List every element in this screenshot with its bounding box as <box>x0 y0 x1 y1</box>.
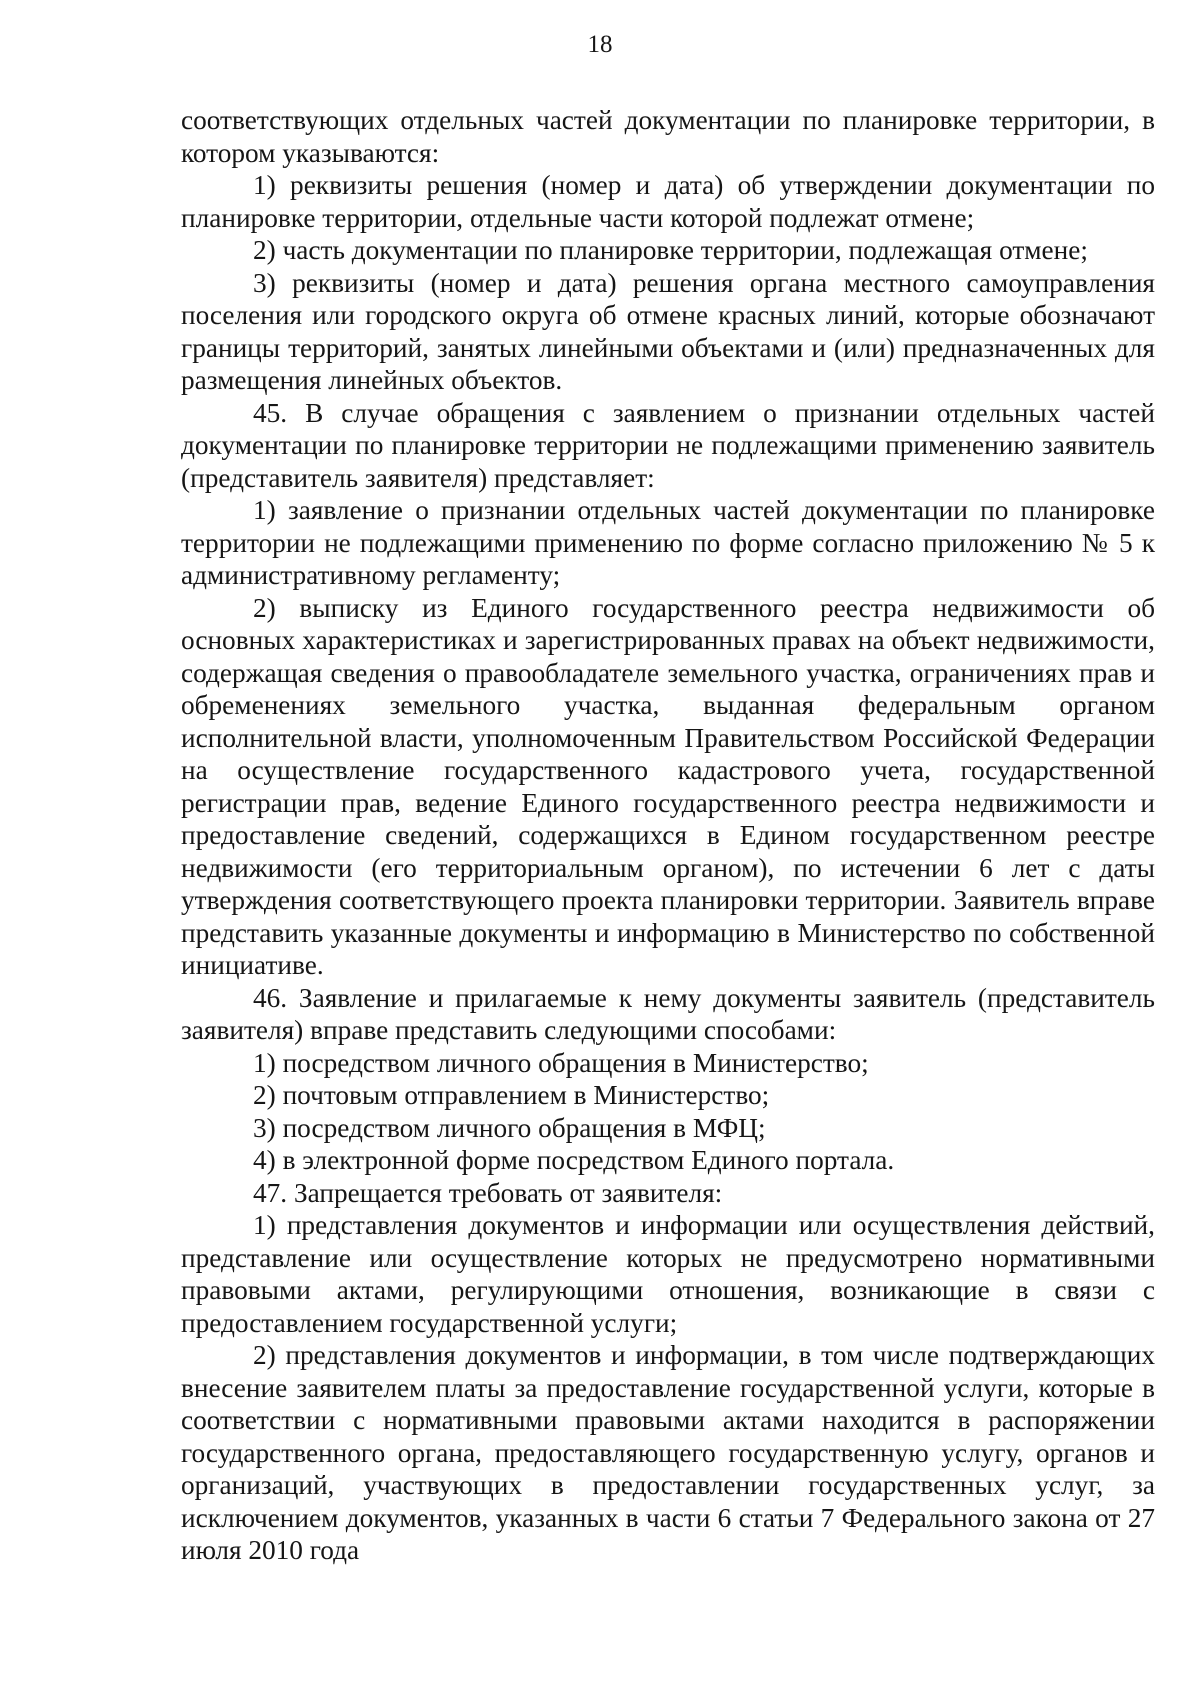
paragraph-clause-47-item-1: 1) представления документов и информации или осуществления действий, представление или осуществление которых не предусмотрено нормативными правовыми актами, регулирующими отношения, возникающие в связи с предоставлением государственной услуги; <box>181 1210 1155 1338</box>
paragraph-clause-46-item-3: 3) посредством личного обращения в МФЦ; <box>253 1112 766 1143</box>
paragraph-clause-45-item-1: 1) заявление о признании отдельных частей документации по планировке территории не подлежащими применению по форме согласно приложению № 5 к административному регламенту; <box>181 495 1155 590</box>
paragraph-clause-45-item-2: 2) выписку из Единого государственного реестра недвижимости об основных характеристиках и зарегистрированных правах на объект недвижимости, содержащая сведения о правообладателе земельного участка, ограничениях прав и обременениях земельного участка, выданная федеральным органом исполнительной власти, уполномоченным Правительством Российской Федерации на осуществление государственного кадастрового учета, государственной регистрации прав, ведение Единого государственного реестра недвижимости и предоставление сведений, содержащихся в Едином государственном реестре недвижимости (его территориальным органом), по истечении 6 лет с даты утверждения соответствующего проекта планировки территории. Заявитель вправе представить указанные документы и информацию в Министерство по собственной инициативе. <box>181 592 1155 980</box>
paragraph-clause-46: 46. Заявление и прилагаемые к нему документы заявитель (представитель заявителя) вправе представить следующими способами: <box>181 982 1155 1045</box>
paragraph-continuation: соответствующих отдельных частей документации по планировке территории, в котором указываются: <box>181 105 1155 168</box>
paragraph-clause-45: 45. В случае обращения с заявлением о признании отдельных частей документации по планировке территории не подлежащими применению заявитель (представитель заявителя) представляет: <box>181 397 1155 493</box>
paragraph-item-1: 1) реквизиты решения (номер и дата) об утверждении документации по планировке территории, отдельные части которой подлежат отмене; <box>181 170 1155 233</box>
paragraph-clause-46-item-4: 4) в электронной форме посредством Единого портала. <box>253 1145 895 1175</box>
page-number: 18 <box>587 31 613 58</box>
paragraph-clause-47: 47. Запрещается требовать от заявителя: <box>253 1177 723 1208</box>
paragraph-clause-46-item-2: 2) почтовым отправлением в Министерство; <box>253 1080 770 1110</box>
paragraph-clause-46-item-1: 1) посредством личного обращения в Министерство; <box>253 1047 869 1078</box>
document-body <box>181 104 1155 1567</box>
paragraph-item-3: 3) реквизиты (номер и дата) решения органа местного самоуправления поселения или городского округа об отмене красных линий, которые обозначают границы территорий, занятых линейными объектами и (или) предназначенных для размещения линейных объектов. <box>181 267 1155 395</box>
paragraph-item-2: 2) часть документации по планировке территории, подлежащая отмене; <box>253 235 1088 265</box>
paragraph-clause-47-item-2: 2) представления документов и информации, в том числе подтверждающих внесение заявителем платы за предоставление государственной услуги, которые в соответствии с нормативными правовыми актами находится в распоряжении государственного органа, предоставляющего государственную услугу, органов и организаций, участвующих в предоставлении государственных услуг, за исключением документов, указанных в части 6 статьи 7 Федерального закона от 27 июля 2010 года <box>181 1340 1155 1565</box>
